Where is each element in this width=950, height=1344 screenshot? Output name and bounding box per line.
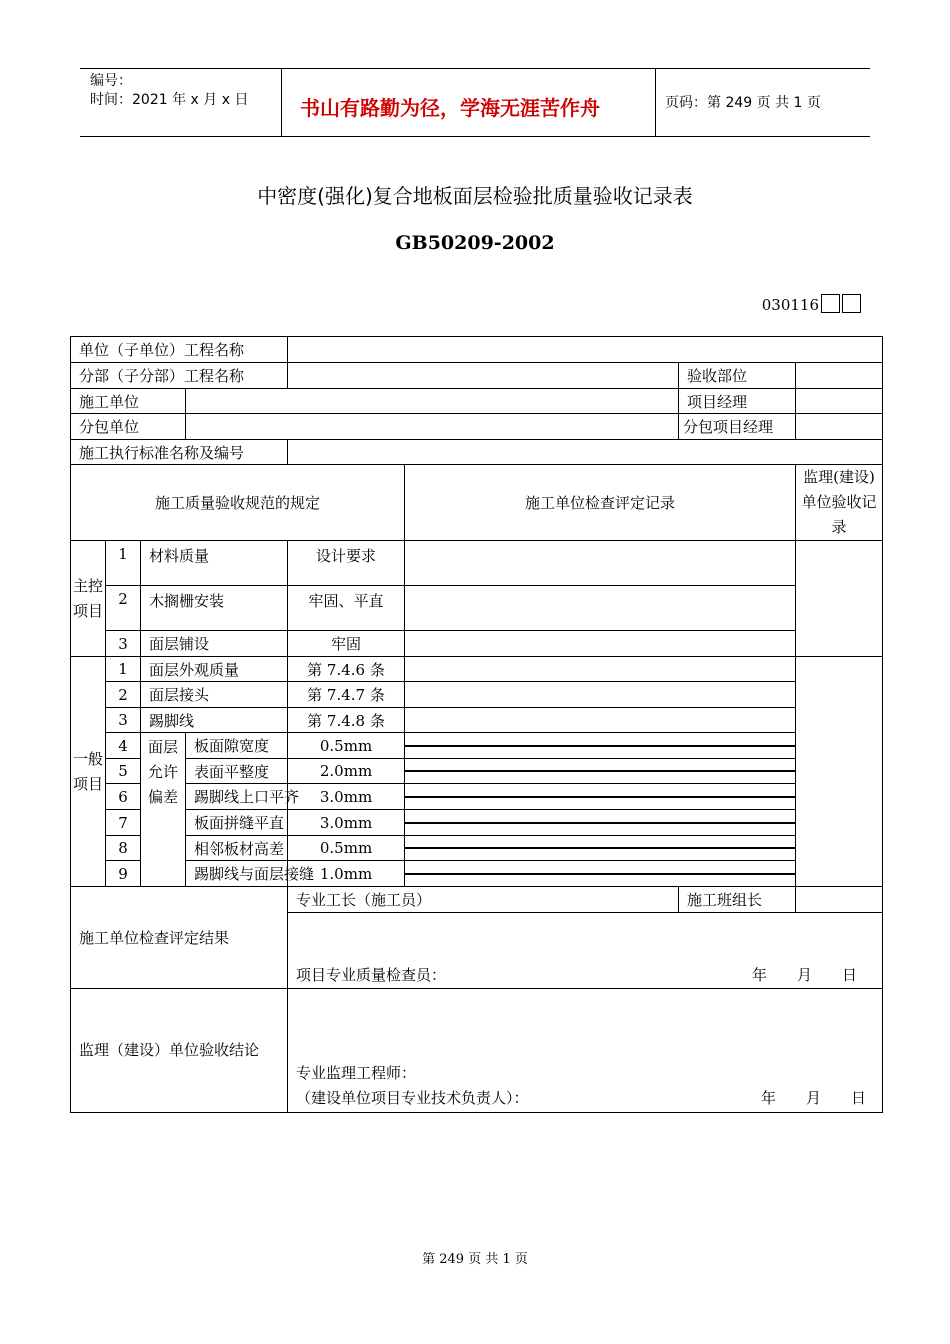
checkbox-1[interactable] — [821, 294, 840, 313]
measure-cell[interactable] — [579, 771, 615, 772]
row-subcontract-unit — [71, 414, 883, 440]
item-no: 8 — [106, 836, 141, 861]
measurement-cells — [405, 784, 796, 810]
owner-label: （建设单位项目专业技术负责人）： — [296, 1089, 529, 1107]
measure-cell[interactable] — [579, 745, 615, 746]
measure-cell[interactable] — [615, 873, 651, 874]
item-name: 踢脚线上口平齐 — [186, 784, 288, 810]
item-no: 2 — [106, 682, 141, 708]
measure-cell[interactable] — [651, 771, 687, 772]
page-label: 页码：第 249 页 共 1 页 — [665, 95, 821, 111]
measure-cell[interactable] — [723, 873, 759, 874]
item-name: 面层外观质量 — [141, 657, 288, 682]
item-record[interactable] — [405, 682, 796, 708]
measure-cell[interactable] — [507, 848, 543, 849]
measure-cell[interactable] — [687, 745, 723, 746]
construction-unit-label: 施工单位 — [71, 389, 186, 414]
conclusion-sign-cell[interactable] — [288, 989, 883, 1113]
team-leader-label: 施工班组长 — [679, 887, 796, 913]
measure-cell[interactable] — [507, 822, 543, 823]
measure-cell[interactable] — [579, 873, 615, 874]
measure-cell[interactable] — [435, 848, 471, 849]
header-divider — [281, 68, 282, 136]
measure-cell[interactable] — [471, 822, 507, 823]
time-label: 时间：2021 年 x 月 x 日 — [90, 92, 249, 108]
general-supervision-cell[interactable] — [796, 657, 883, 887]
measure-cell[interactable] — [543, 796, 579, 797]
row-unit-project — [71, 337, 883, 363]
checkbox-2[interactable] — [842, 294, 861, 313]
measure-cell[interactable] — [543, 771, 579, 772]
deviation-row — [71, 861, 883, 887]
item-requirement: 3.0mm — [288, 810, 405, 836]
row-column-headers — [71, 465, 883, 541]
unit-project-label: 单位（子单位）工程名称 — [71, 337, 288, 363]
measure-cell[interactable] — [543, 822, 579, 823]
main-item-row — [71, 541, 883, 586]
measure-cell[interactable] — [471, 796, 507, 797]
measure-cell[interactable] — [723, 745, 759, 746]
item-name: 材料质量 — [141, 541, 288, 586]
measure-cell[interactable] — [471, 745, 507, 746]
measure-cell[interactable] — [723, 796, 759, 797]
item-requirement: 0.5mm — [288, 836, 405, 861]
measure-cell[interactable] — [507, 796, 543, 797]
measure-cell[interactable] — [507, 745, 543, 746]
measurement-cells — [405, 836, 796, 861]
standard-name-value[interactable] — [288, 440, 883, 465]
result-row — [71, 887, 883, 913]
deviation-row — [71, 836, 883, 861]
general-items-label: 一般项目 — [71, 657, 106, 887]
measure-cell[interactable] — [435, 796, 471, 797]
spec-column-header: 施工质量验收规范的规定 — [71, 465, 405, 541]
measure-cell[interactable] — [615, 771, 651, 772]
form-number-text: 030116 — [761, 296, 819, 314]
measure-cell[interactable] — [651, 745, 687, 746]
header-top-rule — [80, 68, 870, 69]
header-divider — [655, 68, 656, 136]
project-manager-value[interactable] — [796, 389, 883, 414]
measurement-cells — [405, 810, 796, 836]
measure-cell[interactable] — [651, 822, 687, 823]
item-name: 踢脚线与面层接缝 — [186, 861, 288, 887]
measure-cell[interactable] — [651, 873, 687, 874]
conclusion-date: 年 月 日 — [761, 1089, 867, 1107]
deviation-row — [71, 733, 883, 759]
measure-cell[interactable] — [759, 848, 795, 849]
page-title: 中密度(强化)复合地板面层检验批质量验收记录表 — [257, 184, 693, 208]
item-name: 面层接头 — [141, 682, 288, 708]
supervision-column-header: 监理(建设)单位验收记录 — [796, 465, 883, 541]
deviation-label: 面层允许偏差 — [141, 733, 186, 887]
measure-cell[interactable] — [723, 771, 759, 772]
unit-project-value[interactable] — [288, 337, 883, 363]
deviation-row — [71, 759, 883, 784]
measure-cell[interactable] — [759, 873, 795, 874]
item-record[interactable] — [405, 657, 796, 682]
standard-code: GB50209-2002 — [395, 232, 555, 254]
measure-cell[interactable] — [471, 873, 507, 874]
item-no: 5 — [106, 759, 141, 784]
measure-cell[interactable] — [687, 771, 723, 772]
deviation-row — [71, 784, 883, 810]
measure-cell[interactable] — [723, 848, 759, 849]
measure-cell[interactable] — [687, 873, 723, 874]
sub-project-value[interactable] — [288, 363, 679, 389]
item-requirement: 0.5mm — [288, 733, 405, 759]
inspector-sign-cell[interactable] — [288, 913, 883, 989]
measure-cell[interactable] — [615, 822, 651, 823]
result-date: 年 月 日 — [752, 966, 858, 984]
item-record[interactable] — [405, 586, 796, 631]
deviation-row — [71, 810, 883, 836]
measure-cell[interactable] — [471, 848, 507, 849]
measure-cell[interactable] — [759, 745, 795, 746]
measurement-cells — [405, 759, 796, 784]
item-no: 2 — [106, 586, 141, 631]
item-name: 相邻板材高差 — [186, 836, 288, 861]
item-requirement: 2.0mm — [288, 759, 405, 784]
project-manager-label: 项目经理 — [679, 389, 796, 414]
item-requirement: 1.0mm — [288, 861, 405, 887]
item-no: 1 — [106, 541, 141, 586]
item-name: 踢脚线 — [141, 708, 288, 733]
item-requirement: 牢固 — [288, 631, 405, 657]
measure-cell[interactable] — [651, 796, 687, 797]
conclusion-label: 监理（建设）单位验收结论 — [71, 989, 288, 1113]
measure-cell[interactable] — [471, 771, 507, 772]
sub-project-label: 分部（子分部）工程名称 — [71, 363, 288, 389]
subcontract-unit-value[interactable] — [186, 414, 679, 440]
standard-name-label: 施工执行标准名称及编号 — [71, 440, 288, 465]
item-name: 面层铺设 — [141, 631, 288, 657]
conclusion-row — [71, 989, 883, 1113]
general-item-row — [71, 657, 883, 682]
general-item-row — [71, 682, 883, 708]
number-label: 编号： — [90, 73, 132, 89]
measure-cell[interactable] — [615, 745, 651, 746]
inspection-form-table — [70, 336, 883, 1113]
measure-cell[interactable] — [435, 873, 471, 874]
measure-cell[interactable] — [543, 848, 579, 849]
measure-cell[interactable] — [579, 848, 615, 849]
general-item-row — [71, 708, 883, 733]
measurement-cells — [405, 861, 796, 887]
item-record[interactable] — [405, 541, 796, 586]
item-name: 木搁栅安装 — [141, 586, 288, 631]
row-standard-name — [71, 440, 883, 465]
measure-cell[interactable] — [651, 848, 687, 849]
header-bottom-rule — [80, 136, 870, 137]
item-requirement: 第 7.4.6 条 — [288, 657, 405, 682]
measure-cell[interactable] — [615, 796, 651, 797]
item-name: 板面隙宽度 — [186, 733, 288, 759]
subcontract-manager-label: 分包项目经理 — [679, 414, 796, 440]
form-number — [762, 294, 861, 314]
item-no: 3 — [106, 631, 141, 657]
acceptance-part-value[interactable] — [796, 363, 883, 389]
item-requirement: 3.0mm — [288, 784, 405, 810]
item-record[interactable] — [405, 708, 796, 733]
measure-cell[interactable] — [543, 745, 579, 746]
main-item-row — [71, 631, 883, 657]
inspector-label: 项目专业质量检查员： — [296, 966, 447, 984]
measure-cell[interactable] — [723, 822, 759, 823]
measure-cell[interactable] — [435, 822, 471, 823]
item-no: 7 — [106, 810, 141, 836]
record-column-header: 施工单位检查评定记录 — [405, 465, 796, 541]
foreman-label: 专业工长（施工员） — [288, 887, 679, 913]
item-name: 表面平整度 — [186, 759, 288, 784]
measure-cell[interactable] — [435, 745, 471, 746]
item-requirement: 第 7.4.8 条 — [288, 708, 405, 733]
measure-cell[interactable] — [507, 873, 543, 874]
measurement-cells — [405, 733, 796, 759]
item-no: 9 — [106, 861, 141, 887]
measure-cell[interactable] — [687, 796, 723, 797]
item-no: 4 — [106, 733, 141, 759]
measure-cell[interactable] — [579, 822, 615, 823]
item-requirement: 牢固、平直 — [288, 586, 405, 631]
measure-cell[interactable] — [615, 848, 651, 849]
item-no: 3 — [106, 708, 141, 733]
motto-text: 书山有路勤为径，学海无涯苦作舟 — [300, 96, 600, 120]
measure-cell[interactable] — [687, 848, 723, 849]
main-supervision-cell[interactable] — [796, 541, 883, 657]
row-sub-project — [71, 363, 883, 389]
item-record[interactable] — [405, 631, 796, 657]
construction-unit-value[interactable] — [186, 389, 679, 414]
item-name: 板面拼缝平直 — [186, 810, 288, 836]
measure-cell[interactable] — [759, 771, 795, 772]
subcontract-manager-value[interactable] — [796, 414, 883, 440]
measure-cell[interactable] — [579, 796, 615, 797]
result-label: 施工单位检查评定结果 — [71, 887, 288, 989]
acceptance-part-label: 验收部位 — [679, 363, 796, 389]
measure-cell[interactable] — [687, 822, 723, 823]
measure-cell[interactable] — [543, 873, 579, 874]
main-items-label: 主控项目 — [71, 541, 106, 657]
item-no: 1 — [106, 657, 141, 682]
item-requirement: 设计要求 — [288, 541, 405, 586]
row-construction-unit — [71, 389, 883, 414]
engineer-label: 专业监理工程师： — [296, 1064, 417, 1082]
main-item-row — [71, 586, 883, 631]
page-footer: 第 249 页 共 1 页 — [422, 1252, 528, 1267]
item-requirement: 第 7.4.7 条 — [288, 682, 405, 708]
subcontract-unit-label: 分包单位 — [71, 414, 186, 440]
team-leader-value[interactable] — [796, 887, 883, 913]
measure-cell[interactable] — [759, 822, 795, 823]
measure-cell[interactable] — [435, 771, 471, 772]
measure-cell[interactable] — [507, 771, 543, 772]
measure-cell[interactable] — [759, 796, 795, 797]
item-no: 6 — [106, 784, 141, 810]
